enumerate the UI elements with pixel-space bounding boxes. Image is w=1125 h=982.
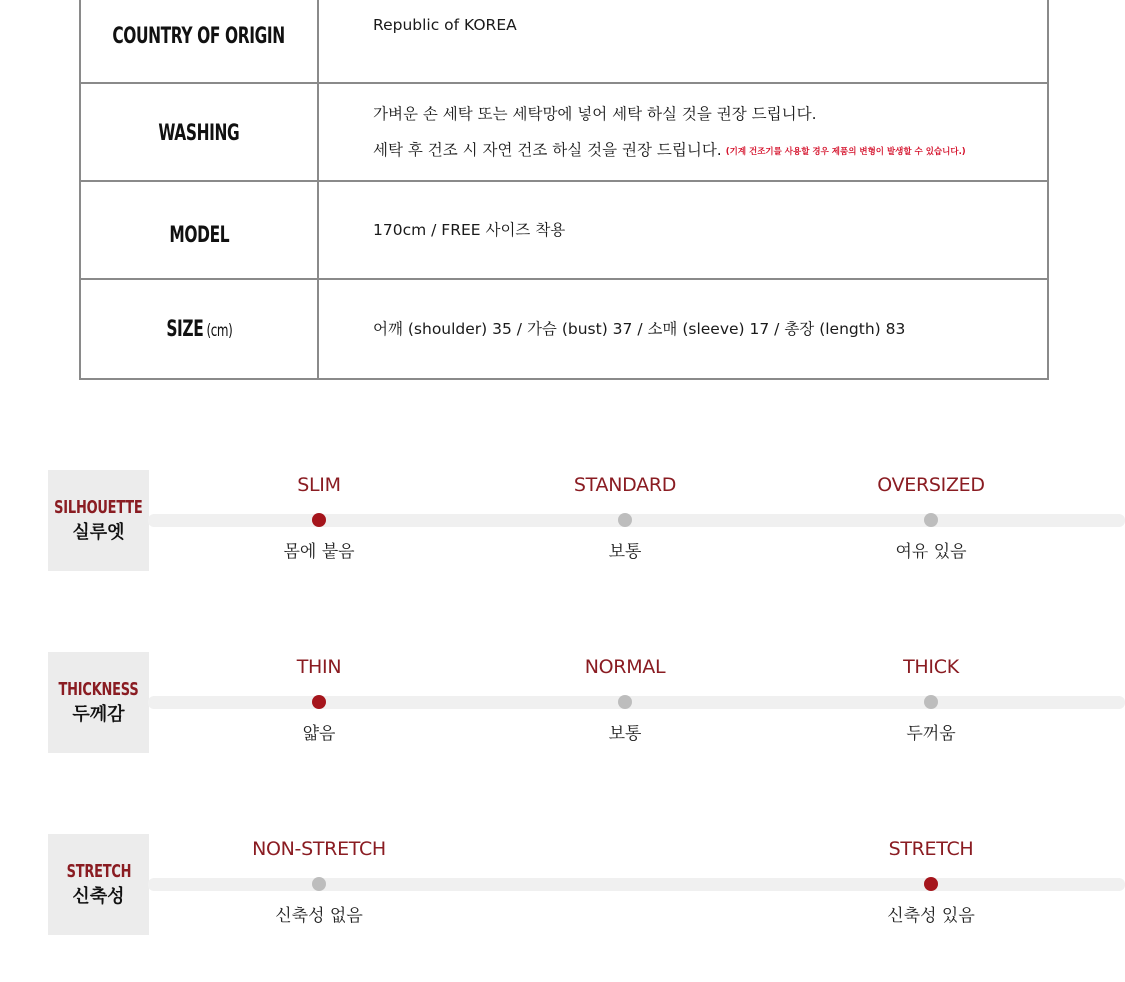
option-desc: 신축성 없음 bbox=[275, 906, 363, 926]
option-dot bbox=[312, 877, 326, 891]
scale-label bbox=[48, 834, 149, 935]
spec-label-size bbox=[81, 280, 319, 378]
spec-row-model bbox=[81, 180, 1047, 280]
spec-label-text: COUNTRY OF ORIGIN bbox=[112, 23, 286, 49]
option-dot bbox=[924, 695, 938, 709]
scale-label-en: THICKNESS bbox=[58, 678, 139, 700]
spec-row-washing bbox=[81, 82, 1047, 182]
option-title: THIN bbox=[296, 656, 342, 678]
option-title: STANDARD bbox=[573, 474, 677, 496]
option-desc: 얇음 bbox=[302, 724, 336, 744]
option-desc: 여유 있음 bbox=[895, 542, 967, 562]
spec-label-size-text: SIZE bbox=[165, 316, 203, 342]
scale-label-ko: 실루엣 bbox=[72, 521, 125, 543]
scale-label bbox=[48, 470, 149, 571]
spec-value-origin bbox=[319, 0, 1047, 84]
spec-label-unit: (cm) bbox=[206, 320, 233, 341]
option-desc: 몸에 붙음 bbox=[283, 542, 355, 562]
spec-value-size bbox=[319, 280, 1047, 378]
option-dot bbox=[312, 513, 326, 527]
option-desc: 신축성 있음 bbox=[887, 906, 975, 926]
option-title: OVERSIZED bbox=[877, 474, 985, 496]
option-desc: 보통 bbox=[608, 724, 642, 744]
scale-option-normal bbox=[525, 652, 725, 754]
spec-value-line: 가벼운 손 세탁 또는 세탁망에 넣어 세탁 하실 것을 권장 드립니다. bbox=[373, 105, 817, 123]
option-dot bbox=[618, 513, 632, 527]
scale-option-standard bbox=[525, 470, 725, 572]
scale-label-en: SILHOUETTE bbox=[54, 496, 143, 518]
scale-option-stretch bbox=[831, 834, 1031, 936]
scale-option-non-stretch bbox=[219, 834, 419, 936]
option-dot bbox=[618, 695, 632, 709]
fit-scale-thickness bbox=[48, 652, 1125, 754]
spec-label-text bbox=[166, 317, 232, 342]
option-dot bbox=[924, 513, 938, 527]
spec-label-model bbox=[81, 182, 319, 280]
fit-scale-silhouette bbox=[48, 470, 1125, 572]
option-dot bbox=[924, 877, 938, 891]
option-title: THICK bbox=[903, 656, 959, 678]
scale-option-thick bbox=[831, 652, 1031, 754]
spec-label-washing bbox=[81, 84, 319, 182]
washing-warning-note: (기계 건조기를 사용할 경우 제품의 변형이 발생할 수 있습니다.) bbox=[725, 147, 966, 157]
spec-value-line: 어깨 (shoulder) 35 / 가슴 (bust) 37 / 소매 (sleeve) 17 / 총장 (length) 83 bbox=[373, 320, 906, 338]
spec-row-size bbox=[81, 278, 1047, 378]
scale-option-thin bbox=[219, 652, 419, 754]
scale-label-en: STRETCH bbox=[66, 860, 131, 882]
fit-scale-stretch bbox=[48, 834, 1125, 936]
spec-label-origin bbox=[81, 0, 319, 84]
option-title: NORMAL bbox=[584, 656, 666, 678]
option-title: STRETCH bbox=[888, 838, 974, 860]
spec-value-line: 170cm / FREE 사이즈 착용 bbox=[373, 221, 566, 239]
scale-option-oversized bbox=[831, 470, 1031, 572]
spec-value-line: Republic of KOREA bbox=[373, 16, 517, 34]
scale-label-ko: 신축성 bbox=[72, 885, 125, 907]
option-dot bbox=[312, 695, 326, 709]
spec-value-line-text: 세탁 후 건조 시 자연 건조 하실 것을 권장 드립니다. bbox=[373, 141, 722, 159]
spec-value-line bbox=[373, 132, 1047, 170]
option-title: SLIM bbox=[297, 474, 341, 496]
scale-label-ko: 두께감 bbox=[72, 703, 125, 725]
option-title: NON-STRETCH bbox=[252, 838, 386, 860]
scale-option-slim bbox=[219, 470, 419, 572]
option-desc: 보통 bbox=[608, 542, 642, 562]
spec-value-washing bbox=[319, 84, 1047, 182]
spec-table bbox=[79, 0, 1049, 380]
spec-value-model bbox=[319, 182, 1047, 280]
spec-label-text: WASHING bbox=[158, 120, 240, 146]
scale-label bbox=[48, 652, 149, 753]
option-desc: 두꺼움 bbox=[906, 724, 956, 744]
spec-row-origin bbox=[81, 0, 1047, 84]
spec-label-text: MODEL bbox=[169, 222, 229, 248]
